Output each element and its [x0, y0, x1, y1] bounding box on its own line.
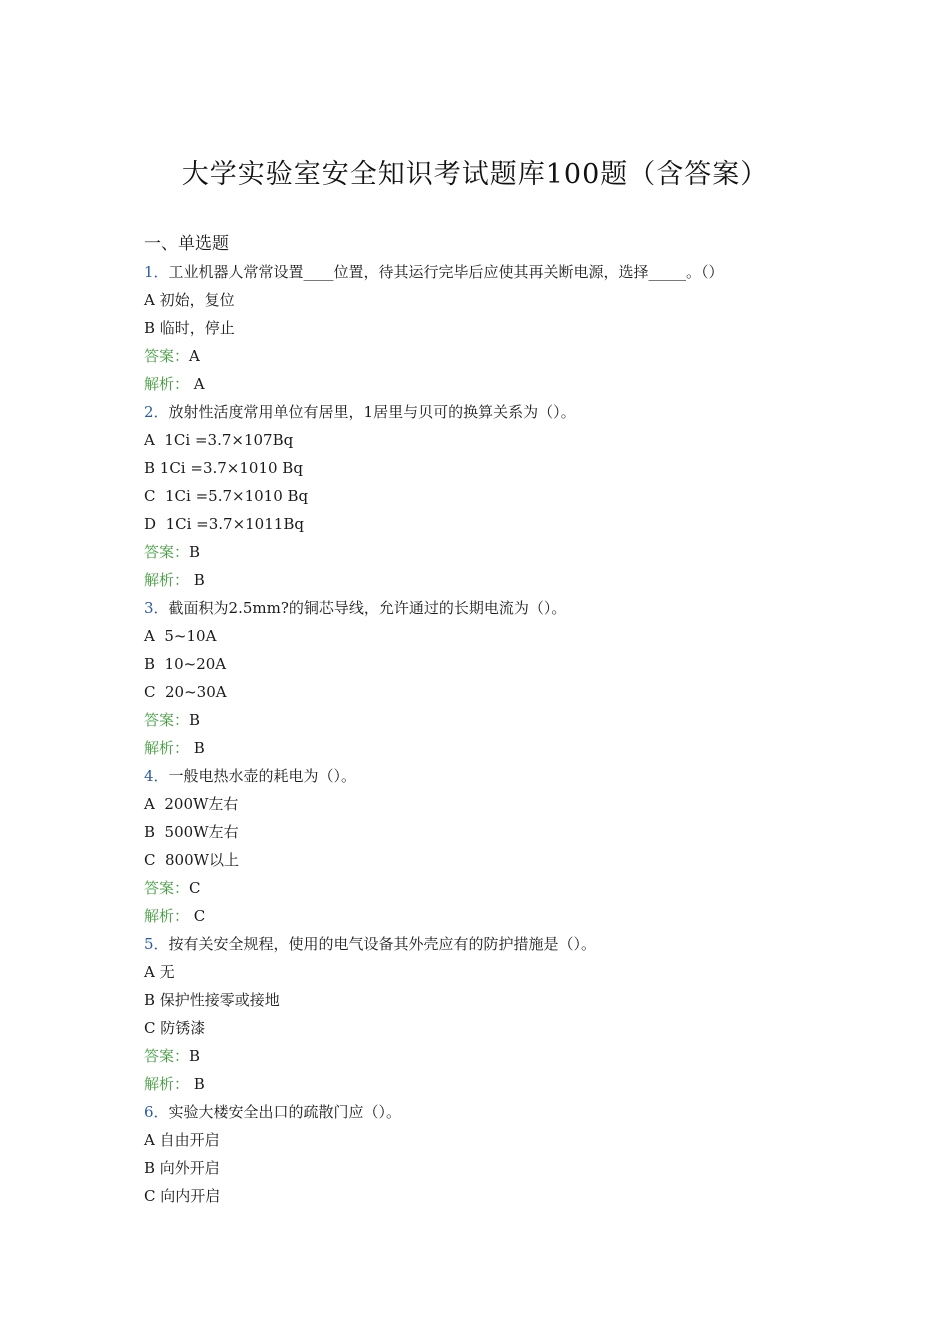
question-text: 一般电热水壶的耗电为（）。 [168, 767, 357, 785]
option: A 1Ci =3.7×107Bq [144, 431, 294, 449]
analysis-value: B [189, 571, 205, 589]
question-text: 放射性活度常用单位有居里，1居里与贝可的换算关系为（）。 [168, 403, 576, 421]
option: D 1Ci =3.7×1011Bq [144, 515, 304, 533]
question-number: 5． [144, 935, 169, 953]
option: A 初始，复位 [144, 291, 235, 309]
question-number: 2． [144, 403, 169, 421]
question-text: 截面积为2.5mm?的铜芯导线，允许通过的长期电流为（）。 [168, 599, 567, 617]
answer-line [144, 874, 844, 902]
option: B 500W左右 [144, 823, 239, 841]
answer-label: 答案： [144, 879, 190, 897]
option: C 向内开启 [144, 1187, 221, 1205]
answer-line [144, 706, 844, 734]
question-number: 6． [144, 1103, 169, 1121]
section-heading: 一、单选题 [144, 234, 229, 254]
answer-label: 答案： [144, 1047, 190, 1065]
answer-value: A [189, 347, 200, 365]
answer-value: C [189, 879, 201, 897]
analysis-value: A [189, 375, 205, 393]
question-stem [144, 930, 844, 958]
option: A 无 [144, 963, 175, 981]
option: A 自由开启 [144, 1131, 220, 1149]
question-stem [144, 398, 844, 426]
analysis-label: 解析： [144, 907, 190, 925]
option: A 200W左右 [144, 795, 239, 813]
analysis-label: 解析： [144, 375, 190, 393]
answer-value: B [189, 543, 201, 561]
answer-value: B [189, 711, 201, 729]
option: B 临时，停止 [144, 319, 235, 337]
answer-line [144, 342, 844, 370]
analysis-line [144, 370, 844, 398]
answer-label: 答案： [144, 347, 190, 365]
option: A 5~10A [144, 627, 217, 645]
answer-label: 答案： [144, 711, 190, 729]
option: B 保护性接零或接地 [144, 991, 280, 1009]
answer-label: 答案： [144, 543, 190, 561]
analysis-value: B [189, 1075, 205, 1093]
question-stem [144, 594, 844, 622]
answer-line [144, 1042, 844, 1070]
question-stem [144, 258, 844, 286]
option: C 800W以上 [144, 851, 240, 869]
question-text: 实验大楼安全出口的疏散门应（）。 [168, 1103, 402, 1121]
question-text: 按有关安全规程，使用的电气设备其外壳应有的防护措施是（）。 [168, 935, 597, 953]
option: B 1Ci =3.7×1010 Bq [144, 459, 303, 477]
option: B 10~20A [144, 655, 227, 673]
question-stem [144, 1098, 844, 1126]
analysis-label: 解析： [144, 571, 190, 589]
option: C 20~30A [144, 683, 227, 701]
question-list [144, 230, 844, 1210]
analysis-line [144, 902, 844, 930]
analysis-value: C [189, 907, 206, 925]
analysis-line [144, 734, 844, 762]
analysis-label: 解析： [144, 1075, 190, 1093]
answer-line [144, 538, 844, 566]
option: C 1Ci =5.7×1010 Bq [144, 487, 309, 505]
analysis-line [144, 566, 844, 594]
analysis-value: B [189, 739, 205, 757]
answer-value: B [189, 1047, 201, 1065]
analysis-label: 解析： [144, 739, 190, 757]
analysis-line [144, 1070, 844, 1098]
document-title: 大学实验室安全知识考试题库100题（含答案） [181, 159, 769, 190]
question-stem [144, 762, 844, 790]
option: C 防锈漆 [144, 1019, 206, 1037]
option: B 向外开启 [144, 1159, 220, 1177]
question-text: 工业机器人常常设置____位置，待其运行完毕后应使其再关断电源，选择_____。（） [168, 263, 724, 281]
question-number: 3． [144, 599, 169, 617]
question-number: 4． [144, 767, 169, 785]
question-number: 1． [144, 263, 169, 281]
